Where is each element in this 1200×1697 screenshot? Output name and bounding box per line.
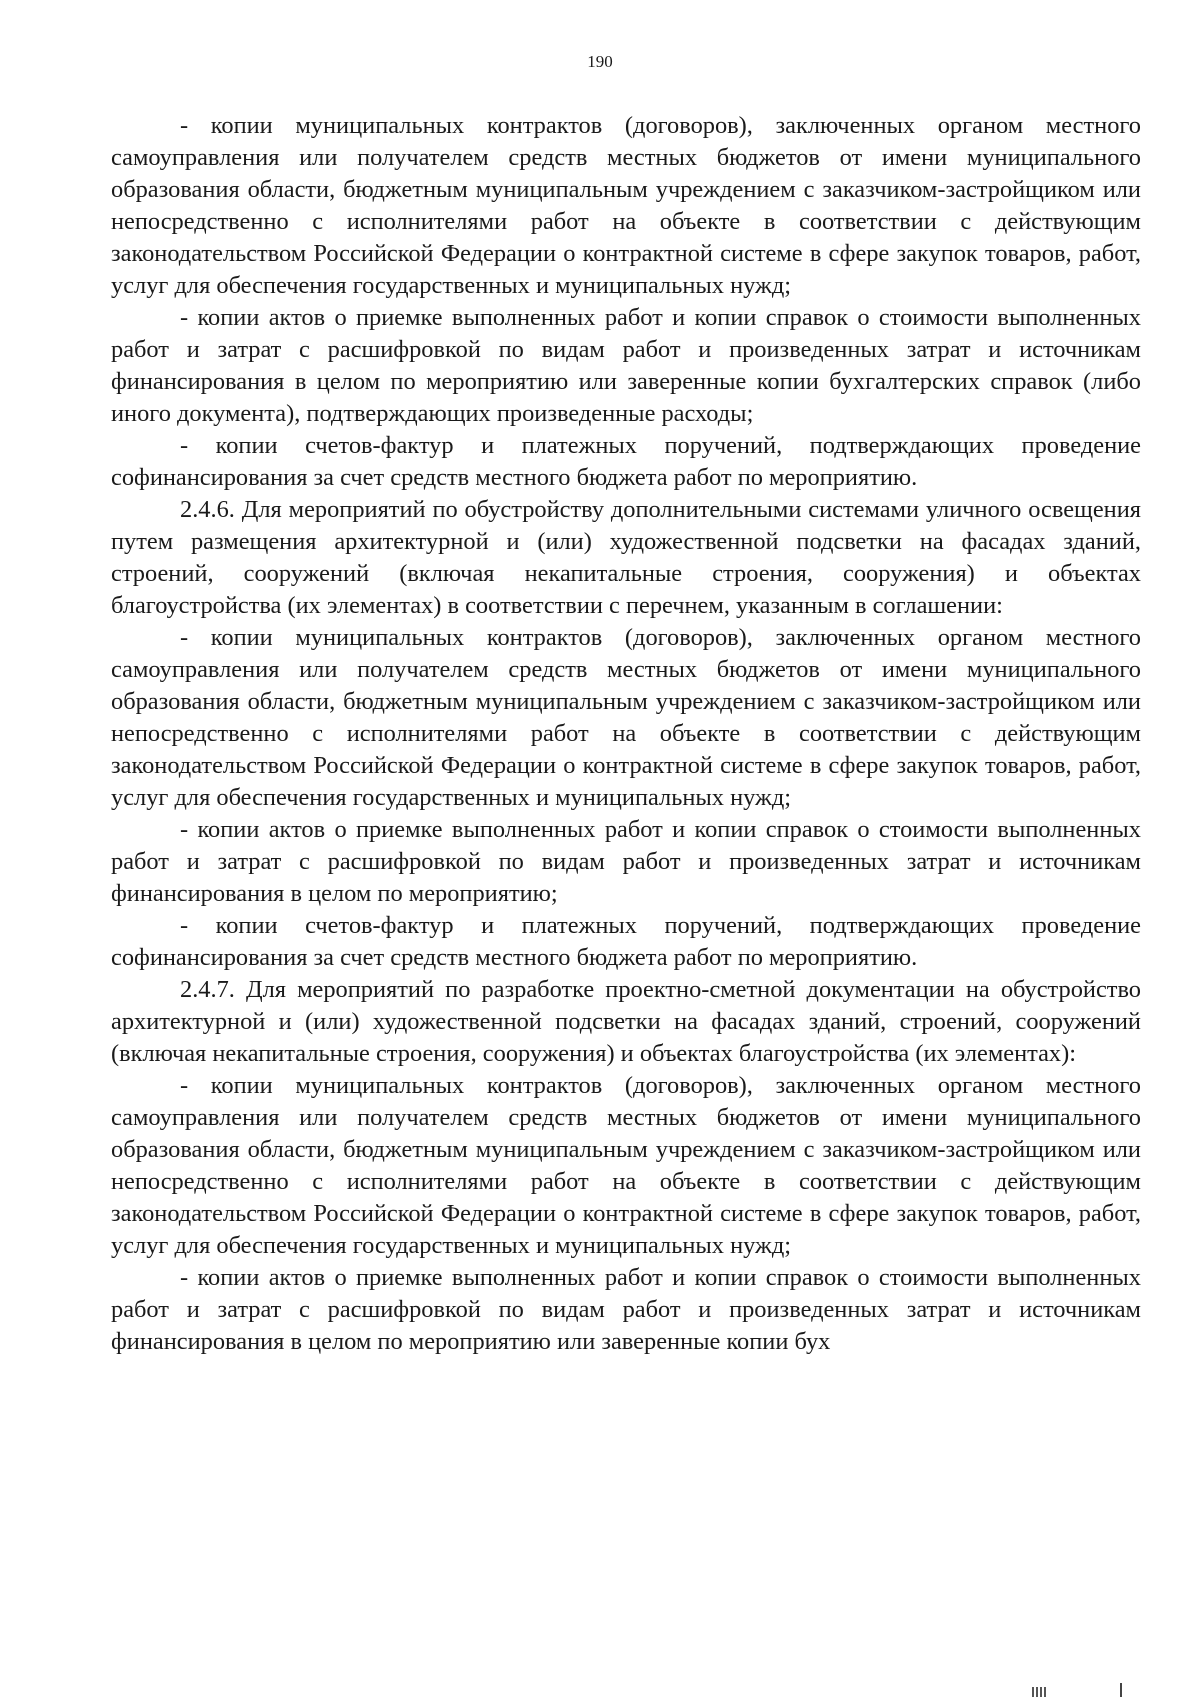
- paragraph-contracts-1: - копии муниципальных контрактов (договоров), заключенных органом местного самоуправления или получателем средств местных бюджетов от имени муниципального образования области, бюджетным муниципальным учреждением с заказчиком-застройщиком или непосредственно с исполнителями работ на объекте в соответствии с действующим законодательством Российской Федерации о контрактной системе в сфере закупок товаров, работ, услуг для обеспечения государственных и муниципальных нужд;: [111, 112, 1141, 299]
- paragraph-section-2-4-7: 2.4.7. Для мероприятий по разработке проектно-сметной документации на обустройство архитектурной и (или) художественной подсветки на фасадах зданий, строений, сооружений (включая некапитальные строения, сооружения) и объектах благоустройства (их элементах):: [111, 976, 1141, 1067]
- page-number: 190: [587, 52, 613, 71]
- document-body: [111, 110, 1141, 1358]
- paragraph-section-2-4-6: 2.4.6. Для мероприятий по обустройству дополнительными системами уличного освещения путем размещения архитектурной и (или) художественной подсветки на фасадах зданий, строений, сооружений (включая некапитальные строения, сооружения) и объектах благоустройства (их элементах) в соответствии с перечнем, указанным в соглашении:: [111, 496, 1141, 619]
- paragraph-contracts-2: - копии муниципальных контрактов (договоров), заключенных органом местного самоуправления или получателем средств местных бюджетов от имени муниципального образования области, бюджетным муниципальным учреждением с заказчиком-застройщиком или непосредственно с исполнителями работ на объекте в соответствии с действующим законодательством Российской Федерации о контрактной системе в сфере закупок товаров, работ, услуг для обеспечения государственных и муниципальных нужд;: [111, 624, 1141, 811]
- paragraph-acts-2: - копии актов о приемке выполненных работ и копии справок о стоимости выполненных работ и затрат с расшифровкой по видам работ и произведенных затрат и источникам финансирования в целом по мероприятию;: [111, 816, 1141, 907]
- paragraph-invoices-2: - копии счетов-фактур и платежных поручений, подтверждающих проведение софинансирования за счет средств местного бюджета работ по мероприятию.: [111, 912, 1141, 971]
- paragraph-acts-1: - копии актов о приемке выполненных работ и копии справок о стоимости выполненных работ и затрат с расшифровкой по видам работ и произведенных затрат и источникам финансирования в целом по мероприятию или заверенные копии бухгалтерских справок (либо иного документа), подтверждающих произведенные расходы;: [111, 304, 1141, 427]
- paragraph-acts-3: - копии актов о приемке выполненных работ и копии справок о стоимости выполненных работ и затрат с расшифровкой по видам работ и произведенных затрат и источникам финансирования в целом по мероприятию или заверенные копии бух: [111, 1264, 1141, 1355]
- paragraph-invoices-1: - копии счетов-фактур и платежных поручений, подтверждающих проведение софинансирования за счет средств местного бюджета работ по мероприятию.: [111, 432, 1141, 491]
- paragraph-contracts-3: - копии муниципальных контрактов (договоров), заключенных органом местного самоуправления или получателем средств местных бюджетов от имени муниципального образования области, бюджетным муниципальным учреждением с заказчиком-застройщиком или непосредственно с исполнителями работ на объекте в соответствии с действующим законодательством Российской Федерации о контрактной системе в сфере закупок товаров, работ, услуг для обеспечения государственных и муниципальных нужд;: [111, 1072, 1141, 1259]
- scan-edge-marks: [1030, 1681, 1130, 1697]
